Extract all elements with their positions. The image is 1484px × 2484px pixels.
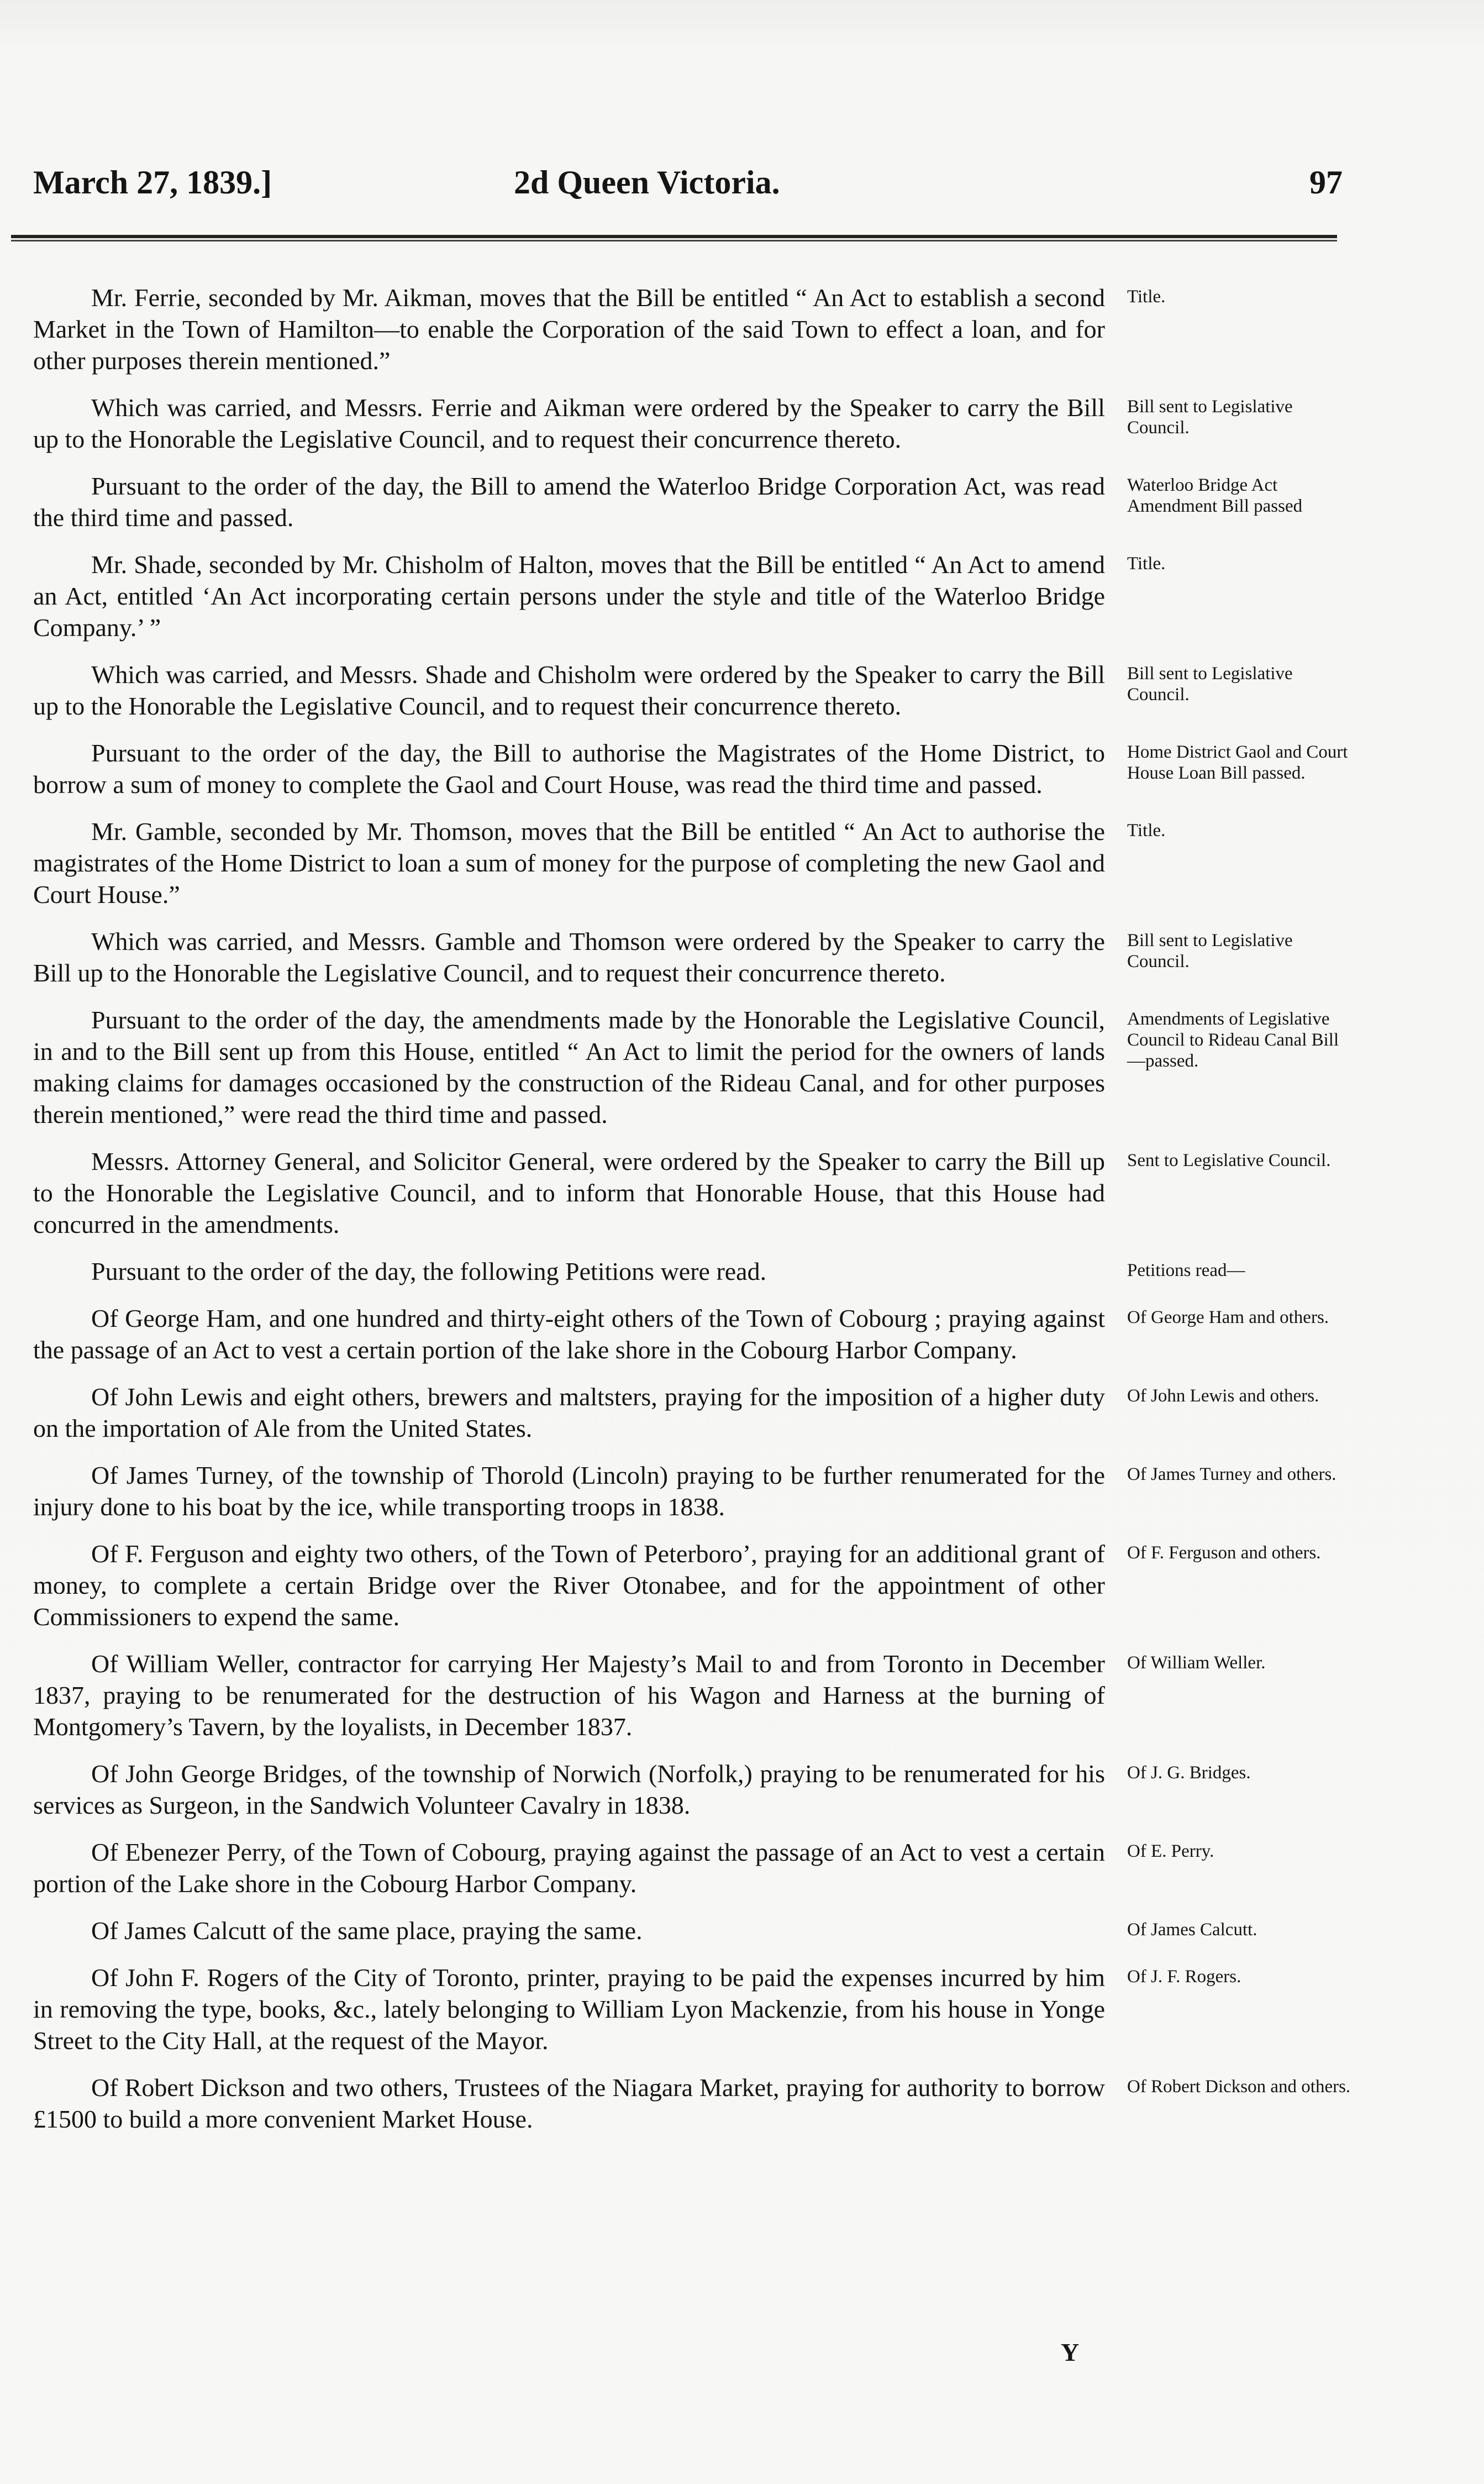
journal-entry (33, 659, 1359, 722)
entry-text: Which was carried, and Messrs. Ferrie and Aikman were ordered by the Speaker to carry the Bill up to the Honorable the Legislative Council, and to request their concurrence thereto. (33, 393, 1105, 453)
margin-note: Bill sent to Legislative Council. (1127, 397, 1293, 438)
journal-entry (33, 1004, 1359, 1130)
margin-note: Waterloo Bridge Act Amendment Bill passed (1127, 475, 1303, 516)
journal-entry (33, 2072, 1359, 2135)
margin-note: Of William Weller. (1127, 1653, 1266, 1673)
margin-note: Of E. Perry. (1127, 1841, 1214, 1861)
entry-text: Pursuant to the order of the day, the Bill to amend the Waterloo Bridge Corporation Act, was read the third time and passed. (33, 472, 1105, 532)
journal-entry (33, 470, 1359, 533)
margin-note: Of John Lewis and others. (1127, 1386, 1319, 1406)
entry-text: Of Ebenezer Perry, of the Town of Cobourg, praying against the passage of an Act to vest a certain portion of the Lake shore in the Cobourg Harbor Company. (33, 1838, 1105, 1898)
margin-note: Bill sent to Legislative Council. (1127, 664, 1293, 705)
entry-text: Pursuant to the order of the day, the amendments made by the Honorable the Legislative Council, in and to the Bill sent up from this House, entitled “ An Act to limit the period for the owners of lands making claims for damages occasioned by the construction of the Rideau Canal, and for other purposes therein mentioned,” were read the third time and passed. (33, 1006, 1105, 1128)
journal-entry (33, 926, 1359, 989)
journal-entry (33, 737, 1359, 800)
entry-text: Of F. Ferguson and eighty two others, of the Town of Peterboro’, praying for an additional grant of money, to complete a certain Bridge over the River Otonabee, and for the appointment of other Commissioners to expend the same. (33, 1540, 1105, 1631)
signature-mark: Y (1061, 2338, 1080, 2366)
entry-text: Which was carried, and Messrs. Gamble and Thomson were ordered by the Speaker to carry the Bill up to the Honorable the Legislative Council, and to request their concurrence thereto. (33, 927, 1105, 987)
journal-entry (33, 1836, 1359, 1899)
journal-body (33, 282, 1359, 2150)
page-number: 97 (1309, 164, 1343, 201)
journal-entry (33, 1538, 1359, 1632)
journal-entry (33, 282, 1359, 376)
journal-entry (33, 816, 1359, 910)
entry-text: Which was carried, and Messrs. Shade and Chisholm were ordered by the Speaker to carry the Bill up to the Honorable the Legislative Council, and to request their concurrence thereto. (33, 660, 1105, 720)
entry-text: Of John George Bridges, of the township of Norwich (Norfolk,) praying to be renumerated for his services as Surgeon, in the Sandwich Volunteer Cavalry in 1838. (33, 1760, 1105, 1819)
journal-entry (33, 1303, 1359, 1366)
entry-text: Pursuant to the order of the day, the following Petitions were read. (91, 1257, 767, 1285)
margin-note: Of James Calcutt. (1127, 1920, 1257, 1940)
header-date: March 27, 1839.] (33, 164, 272, 201)
margin-note: Title. (1127, 821, 1166, 841)
journal-entry (33, 1915, 1359, 1946)
journal-entry (33, 1381, 1359, 1444)
margin-note: Title. (1127, 287, 1166, 307)
entry-text: Pursuant to the order of the day, the Bill to authorise the Magistrates of the Home District, to borrow a sum of money to complete the Gaol and Court House, was read the third time and passed. (33, 739, 1105, 799)
margin-note: Bill sent to Legislative Council. (1127, 931, 1293, 971)
journal-entry (33, 392, 1359, 455)
entry-text: Of John F. Rogers of the City of Toronto, printer, praying to be paid the expenses incurred by him in removing the type, books, &c., lately belonging to William Lyon Mackenzie, from his house in Yonge Street to the City Hall, at the request of the Mayor. (33, 1963, 1105, 2055)
margin-note: Of Robert Dickson and others. (1127, 2077, 1351, 2097)
journal-entry (33, 1758, 1359, 1821)
entry-text: Of James Calcutt of the same place, praying the same. (91, 1916, 643, 1945)
margin-note: Of George Ham and others. (1127, 1307, 1329, 1327)
page-header (33, 157, 1343, 207)
journal-entry (33, 1962, 1359, 2056)
margin-note: Of F. Ferguson and others. (1127, 1543, 1321, 1563)
margin-note: Of J. G. Bridges. (1127, 1763, 1251, 1783)
margin-note: Amendments of Legislative Council to Rideau Canal Bill—passed. (1127, 1009, 1339, 1071)
header-rule (11, 235, 1337, 241)
margin-note: Title. (1127, 554, 1166, 574)
entry-text: Messrs. Attorney General, and Solicitor General, were ordered by the Speaker to carry the Bill up to the Honorable the Legislative Council, and to inform that Honorable House, that this House had concurred in the amendments. (33, 1147, 1105, 1238)
entry-text: Of James Turney, of the township of Thorold (Lincoln) praying to be further renumerated for the injury done to his boat by the ice, while transporting troops in 1838. (33, 1461, 1105, 1521)
journal-entry (33, 1146, 1359, 1240)
margin-note: Petitions read— (1127, 1261, 1245, 1280)
header-reign: 2d Queen Victoria. (514, 164, 780, 201)
margin-note: Sent to Legislative Council. (1127, 1151, 1331, 1170)
journal-entry (33, 549, 1359, 643)
margin-note: Home District Gaol and Court House Loan Bill passed. (1127, 742, 1348, 783)
entry-text: Of William Weller, contractor for carrying Her Majesty’s Mail to and from Toronto in December 1837, praying to be renumerated for the destruction of his Wagon and Harness at the burning of Montgomery’s Tavern, by the loyalists, in December 1837. (33, 1650, 1105, 1741)
entry-text: Of George Ham, and one hundred and thirty-eight others of the Town of Cobourg ; praying against the passage of an Act to vest a certain portion of the lake shore in the Cobourg Harbor Company. (33, 1304, 1105, 1364)
margin-note: Of J. F. Rogers. (1127, 1967, 1241, 1987)
entry-text: Of John Lewis and eight others, brewers and maltsters, praying for the imposition of a higher duty on the importation of Ale from the United States. (33, 1383, 1105, 1442)
entry-text: Mr. Gamble, seconded by Mr. Thomson, moves that the Bill be entitled “ An Act to authorise the magistrates of the Home District to loan a sum of money for the purpose of completing the new Gaol and Court House.” (33, 817, 1105, 908)
journal-entry (33, 1459, 1359, 1522)
entry-text: Of Robert Dickson and two others, Trustees of the Niagara Market, praying for authority to borrow £1500 to build a more convenient Market House. (33, 2073, 1105, 2133)
entry-text: Mr. Shade, seconded by Mr. Chisholm of Halton, moves that the Bill be entitled “ An Act to amend an Act, entitled ‘An Act incorporating certain persons under the style and title of the Waterloo Bridge Company.’ ” (33, 550, 1105, 642)
journal-entry (33, 1256, 1359, 1287)
journal-entry (33, 1648, 1359, 1742)
entry-text: Mr. Ferrie, seconded by Mr. Aikman, moves that the Bill be entitled “ An Act to establish a second Market in the Town of Hamilton—to enable the Corporation of the said Town to effect a loan, and for other purposes therein mentioned.” (33, 283, 1105, 375)
margin-note: Of James Turney and others. (1127, 1464, 1336, 1484)
